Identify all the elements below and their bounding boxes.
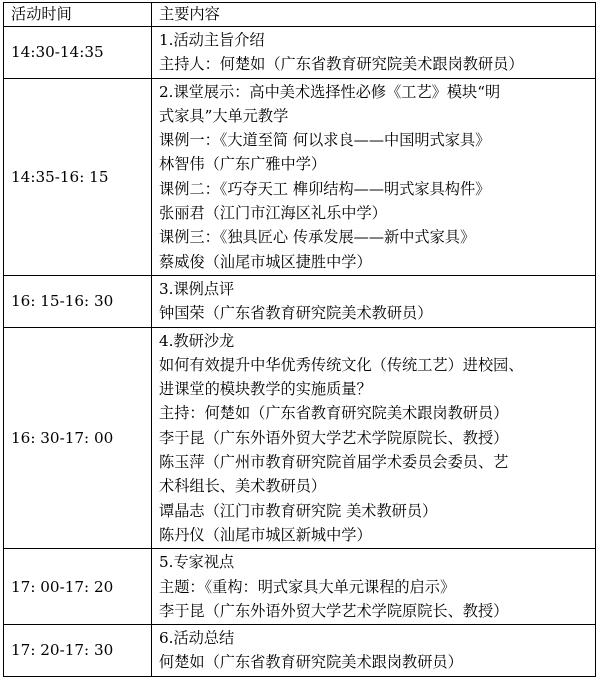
content-cell <box>152 327 596 549</box>
content-line: 术科组长、美术教研员） <box>159 477 327 496</box>
content-line: 3.课例点评 <box>159 279 235 298</box>
content-line: 陈玉萍（广州市教育研究院首届学术委员会委员、艺 <box>159 453 509 472</box>
table-row <box>4 27 596 79</box>
content-line: 谭晶志（江门市教育研究院 美术教研员） <box>159 501 438 520</box>
time-column-header: 活动时间 <box>4 3 152 27</box>
content-line: 课例一：《大道至简 何以求良——中国明式家具》 <box>159 131 491 150</box>
content-line: 1.活动主旨介绍 <box>159 31 265 49</box>
table-row <box>4 549 596 625</box>
time-cell: 14:35-16: 15 <box>4 78 152 275</box>
content-cell <box>152 549 596 625</box>
table-row <box>4 275 596 327</box>
content-cell <box>152 27 596 79</box>
content-line: 6.活动总结 <box>159 629 235 648</box>
schedule-table <box>3 2 596 677</box>
content-line: 李于昆（广东外语外贸大学艺术学院原院长、教授） <box>159 428 509 447</box>
content-line: 式家具”大单元教学 <box>159 106 289 125</box>
content-line: 课例三：《独具匠心 传承发展——新中式家具》 <box>159 228 476 247</box>
content-line: 主题：《重构：明式家具大单元课程的启示》 <box>159 577 456 596</box>
time-cell: 16: 30-17: 00 <box>4 327 152 549</box>
content-line: 进课堂的模块教学的实施质量？ <box>159 380 372 399</box>
content-line: 钟国荣（广东省教育研究院美术教研员） <box>159 304 433 323</box>
content-line: 陈丹仪（汕尾市城区新城中学） <box>159 525 372 544</box>
table-row <box>4 625 596 677</box>
content-line: 如何有效提升中华优秀传统文化（传统工艺）进校园、 <box>159 355 524 374</box>
content-line: 何楚如（广东省教育研究院美术跟岗教研员） <box>159 653 463 672</box>
header-row <box>4 3 596 27</box>
time-cell: 16: 15-16: 30 <box>4 275 152 327</box>
time-cell: 14:30-14:35 <box>4 27 152 79</box>
content-column-header: 主要内容 <box>152 3 596 27</box>
table-row <box>4 327 596 549</box>
content-line: 5.专家视点 <box>159 553 235 572</box>
content-line: 主持：何楚如（广东省教育研究院美术跟岗教研员） <box>159 404 509 423</box>
content-line: 林智伟（广东广雅中学） <box>159 155 327 174</box>
content-cell <box>152 275 596 327</box>
content-cell <box>152 78 596 275</box>
content-line: 李于昆（广东外语外贸大学艺术学院原院长、教授） <box>159 601 509 620</box>
time-cell: 17: 20-17: 30 <box>4 625 152 677</box>
content-line: 主持人：何楚如（广东省教育研究院美术跟岗教研员） <box>159 55 524 74</box>
content-line: 4.教研沙龙 <box>159 331 235 350</box>
content-cell <box>152 625 596 677</box>
time-cell: 17: 00-17: 20 <box>4 549 152 625</box>
content-line: 2.课堂展示：高中美术选择性必修《工艺》模块“明 <box>159 82 501 101</box>
content-line: 蔡威俊（汕尾市城区捷胜中学） <box>159 252 372 271</box>
content-line: 课例二：《巧夺天工 榫卯结构——明式家具构件》 <box>159 179 491 198</box>
content-line: 张丽君（江门市江海区礼乐中学） <box>159 204 387 223</box>
table-row <box>4 78 596 275</box>
